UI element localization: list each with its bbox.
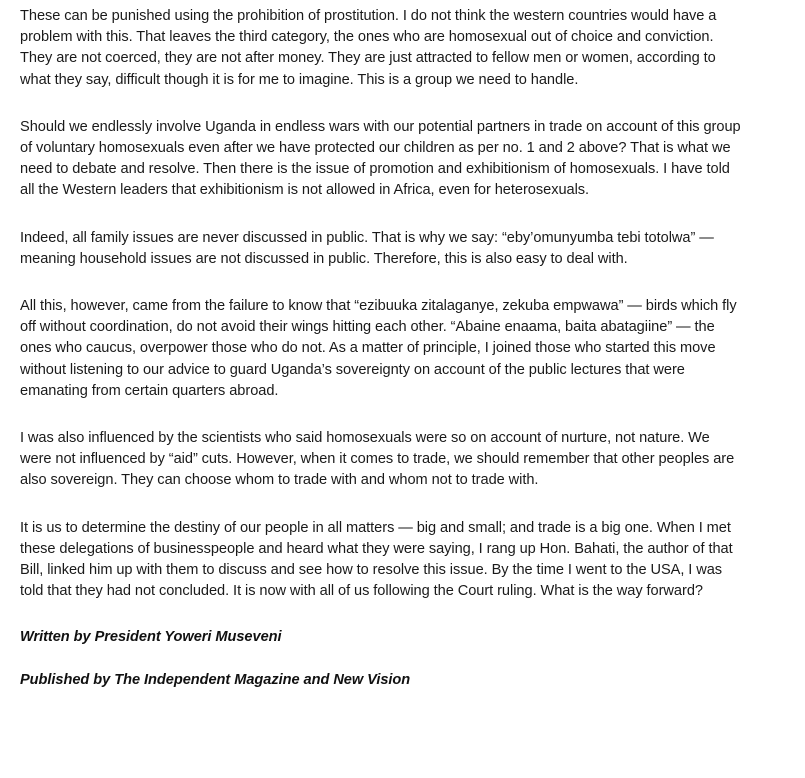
paragraph-6: It is us to determine the destiny of our people in all matters — big and small; and trade is a big one. When I met these delegations of businesspeople and heard what they were saying, I rang up Hon. Bahati, the author of that Bill, linked him up with them to discuss and see how to resolve this issue. By the time I went to the USA, I was told that they had not concluded. It is now with all of us following the Court ruling. What is the way forward? (20, 519, 733, 600)
paragraph-3: Indeed, all family issues are never discussed in public. That is why we say: “eby’omunyumba tebi totolwa” — meaning household issues are not discussed in public. Therefore, this is also easy to deal with. (20, 229, 714, 267)
publisher-attribution: Published by The Independent Magazine and New Vision (20, 672, 411, 689)
paragraph-2: Should we endlessly involve Uganda in endless wars with our potential partners in trade on account of this group of voluntary homosexuals even after we have protected our children as per no. 1 and 2 above? That is what we need to debate and resolve. Then there is the issue of promotion and exhibitionism of homosexuals. I have told all the Western leaders that exhibitionism is not allowed in Africa, even for heterosexuals. (20, 118, 741, 199)
paragraph-5: I was also influenced by the scientists who said homosexuals were so on account of nurture, not nature. We were not influenced by “aid” cuts. However, when it comes to trade, we should remember that other peoples are also sovereign. They can choose whom to trade with and whom not to trade with. (20, 430, 735, 489)
author-attribution: Written by President Yoweri Museveni (20, 629, 282, 646)
paragraph-1: These can be punished using the prohibition of prostitution. I do not think the western countries would have a problem with this. That leaves the third category, the ones who are homosexual out of choice and conviction. They are not coerced, they are not after money. They are just attracted to fellow men or women, according to what they say, difficult though it is for me to imagine. This is a group we need to handle. (20, 8, 717, 88)
paragraph-4: All this, however, came from the failure to know that “ezibuuka zitalaganye, zekuba empwawa” — birds which fly off without coordination, do not avoid their wings hitting each other. “Abaine enaama, baita abatagiine” — the ones who caucus, overpower those who do not. As a matter of principle, I joined those who started this move without listening to our advice to guard Uganda’s sovereignty on account of the public lectures that were emanating from certain quarters abroad. (20, 298, 737, 399)
